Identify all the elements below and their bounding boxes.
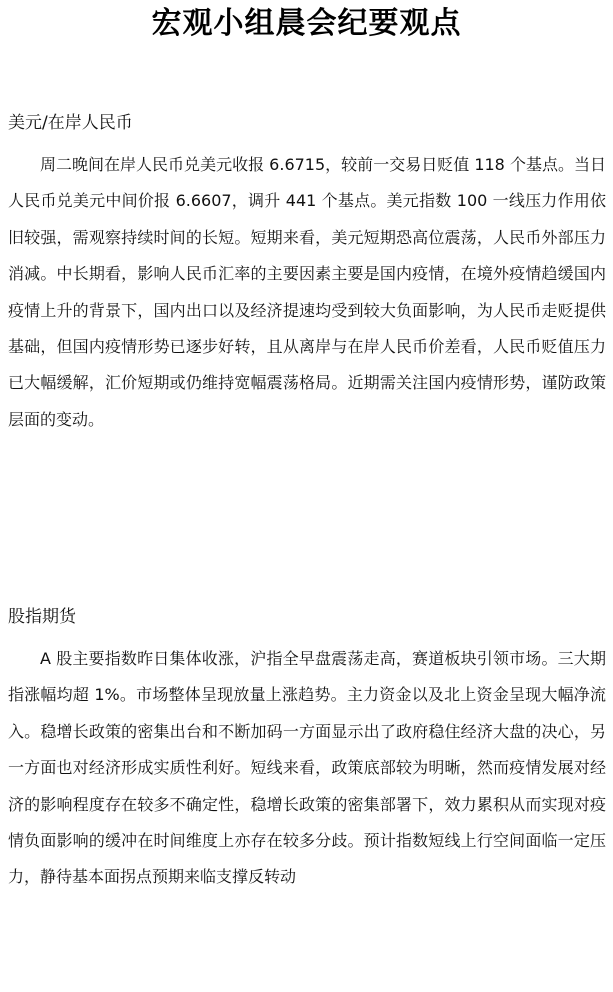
section-heading-usd-cny: 美元/在岸人民币 (8, 113, 133, 133)
section-usd-cny (8, 111, 606, 454)
document-title: 宏观小组晨会纪要观点 (151, 6, 462, 41)
section-paragraph-stock-index-futures: A 股主要指数昨日集体收涨，沪指全早盘震荡走高，赛道板块引领市场。三大期指涨幅均超 1%。市场整体呈现放量上涨趋势。主力资金以及北上资金呈现大幅净流入。稳增长政策的密集出台和不断加码一方面显示出了政府稳住经济大盘的决心，另一方面也对经济形成实质性利好。短线来看，政策底部较为明晰，然而疫情发展对经济的影响程度存在较多不确定性，稳增长政策的密集部署下，效力累积从而实现对疫情负面影响的缓冲在时间维度上亦存在较多分歧。预计指数短线上行空间面临一定压力，静待基本面拐点预期来临支撑反转动 (8, 649, 606, 887)
section-paragraph-usd-cny: 周二晚间在岸人民币兑美元收报 6.6715，较前一交易日贬值 118 个基点。当日人民币兑美元中间价报 6.6607，调升 441 个基点。美元指数 100 一线压力作用依旧较强，需观察持续时间的长短。短期来看，美元短期恐高位震荡，人民币外部压力消减。中长期看，影响人民币汇率的主要因素主要是国内疫情，在境外疫情趋缓国内疫情上升的背景下，国内出口以及经济提速均受到较大负面影响，为人民币走贬提供基础，但国内疫情形势已逐步好转，且从离岸与在岸人民币价差看，人民币贬值压力已大幅缓解，汇价短期或仍维持宽幅震荡格局。近期需关注国内疫情形势，谨防政策层面的变动。 (8, 155, 606, 429)
section-heading-stock-index-futures: 股指期货 (8, 607, 76, 627)
section-stock-index-futures (8, 605, 606, 912)
